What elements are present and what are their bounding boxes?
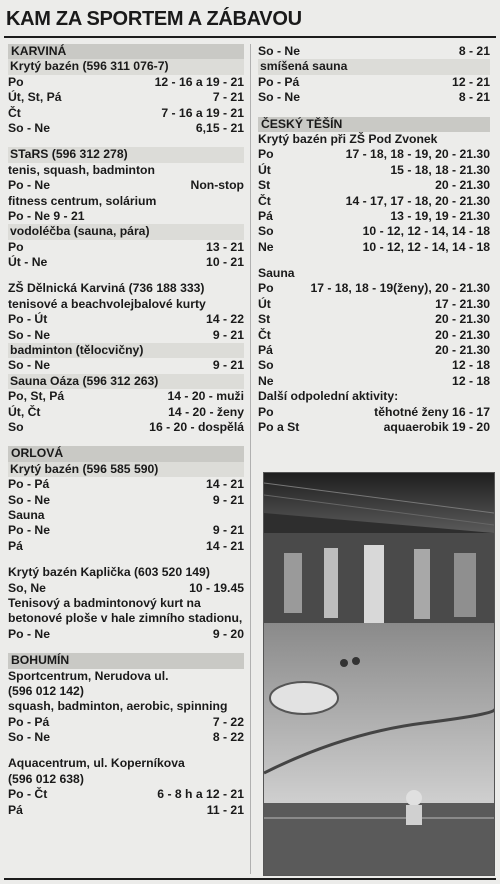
- schedule-days: So - Ne: [8, 358, 50, 373]
- schedule-row: [258, 194, 490, 209]
- schedule-row: [258, 420, 490, 435]
- schedule-hours: těhotné ženy 16 - 17: [374, 404, 490, 419]
- schedule-days: Po - Pá: [8, 714, 50, 729]
- schedule-hours: 13 - 21: [206, 239, 244, 254]
- spacer: [8, 435, 244, 446]
- schedule-row: [8, 539, 244, 554]
- schedule-row: [8, 581, 244, 596]
- schedule-hours: 8 - 22: [212, 730, 244, 745]
- schedule-days: Po: [258, 404, 274, 419]
- schedule-row: [258, 297, 490, 312]
- column-divider: [250, 44, 251, 874]
- schedule-hours: Non-stop: [190, 178, 244, 193]
- venue-heading: vodoléčba (sauna, pára): [8, 224, 244, 239]
- schedule-days: Po: [258, 281, 274, 296]
- schedule-hours: 20 - 21.30: [435, 312, 490, 327]
- schedule-hours: 10 - 12, 12 - 14, 14 - 18: [362, 239, 490, 254]
- schedule-days: Po - Út: [8, 312, 48, 327]
- schedule-days: St: [258, 312, 271, 327]
- venue-heading: Sauna Oáza (596 312 263): [8, 374, 244, 389]
- venue-heading: Krytý bazén (596 585 590): [8, 462, 244, 477]
- schedule-row: [258, 374, 490, 389]
- schedule-row: [258, 147, 490, 162]
- schedule-hours: 9 - 20: [212, 626, 244, 641]
- title-rule: [4, 36, 496, 38]
- schedule-days: So - Ne: [8, 730, 50, 745]
- section-heading: KARVINÁ: [8, 44, 244, 59]
- schedule-row: [258, 75, 490, 90]
- schedule-hours: 14 - 21: [206, 538, 244, 553]
- schedule-days: Ne: [258, 373, 274, 388]
- schedule-hours: 9 - 21: [212, 358, 244, 373]
- schedule-row: [8, 328, 244, 343]
- schedule-hours: 12 - 18: [452, 373, 490, 388]
- schedule-days: Pá: [8, 802, 23, 817]
- schedule-days: St: [258, 178, 271, 193]
- schedule-row: [8, 405, 244, 420]
- schedule-row: [8, 312, 244, 327]
- schedule-days: Po - Ne: [8, 178, 50, 193]
- schedule-row: [8, 523, 244, 538]
- info-text: fitness centrum, solárium: [8, 193, 157, 208]
- schedule-days: So - Ne: [258, 90, 300, 105]
- schedule-days: So - Ne: [8, 327, 50, 342]
- schedule-hours: 9 - 21: [212, 492, 244, 507]
- schedule-days: Po - Pá: [258, 74, 300, 89]
- schedule-row: [258, 178, 490, 193]
- info-text: squash, badminton, aerobic, spinning: [8, 699, 228, 714]
- schedule-days: So - Ne: [8, 120, 50, 135]
- schedule-hours: 14 - 21: [206, 477, 244, 492]
- schedule-hours: 7 - 22: [212, 714, 244, 729]
- schedule-days: Út - Ne: [8, 255, 48, 270]
- schedule-row: [258, 163, 490, 178]
- schedule-days: Po, St, Pá: [8, 389, 65, 404]
- schedule-days: Pá: [258, 343, 273, 358]
- left-column: [8, 44, 244, 818]
- schedule-hours: 17 - 21.30: [435, 296, 490, 311]
- schedule-hours: 13 - 19, 19 - 21.30: [390, 208, 490, 223]
- info-text: Krytý bazén Kaplička (603 520 149): [8, 565, 210, 580]
- info-text: Další odpolední aktivity:: [258, 389, 399, 404]
- info-text: Sauna: [8, 507, 45, 522]
- schedule-hours: 8 - 21: [458, 44, 490, 58]
- schedule-row: [8, 420, 244, 435]
- schedule-hours: 6,15 - 21: [195, 120, 244, 135]
- schedule-row: [258, 224, 490, 239]
- schedule-hours: 14 - 22: [206, 312, 244, 327]
- schedule-row: [258, 209, 490, 224]
- schedule-row: [8, 255, 244, 270]
- schedule-hours: 14 - 17, 17 - 18, 20 - 21.30: [345, 193, 490, 208]
- schedule-hours: 12 - 18: [452, 358, 490, 373]
- venue-description: ZŠ Dělnická Karviná (736 188 333) tenisové a beachvolejbalové kurty: [8, 281, 206, 311]
- schedule-row: [8, 730, 244, 745]
- info-text: tenis, squash, badminton: [8, 162, 155, 177]
- schedule-row: [8, 715, 244, 730]
- info-text: Sauna: [258, 266, 295, 281]
- schedule-hours: 7 - 16 a 19 - 21: [161, 105, 244, 120]
- venue-heading: STaRS (596 312 278): [8, 147, 244, 162]
- venue-heading: Krytý bazén (596 311 076-7): [8, 59, 244, 74]
- spacer: [8, 642, 244, 653]
- schedule-row: [8, 358, 244, 373]
- schedule-row: [258, 281, 490, 296]
- schedule-row: [8, 389, 244, 404]
- schedule-row: [8, 75, 244, 90]
- schedule-days: Čt: [8, 105, 21, 120]
- schedule-row: [258, 90, 490, 105]
- schedule-days: Po - Pá: [8, 477, 50, 492]
- schedule-days: Pá: [8, 538, 23, 553]
- schedule-row: [258, 44, 490, 59]
- schedule-hours: 17 - 18, 18 - 19(ženy), 20 - 21.30: [310, 281, 490, 296]
- section-heading: BOHUMÍN: [8, 653, 244, 668]
- schedule-hours: 9 - 21: [212, 523, 244, 538]
- schedule-days: Út, St, Pá: [8, 90, 62, 105]
- info-text: (596 012 638): [8, 771, 84, 786]
- schedule-hours: 9 - 21: [212, 327, 244, 342]
- schedule-hours: 7 - 21: [212, 90, 244, 105]
- venue-description: Tenisový a badmintonový kurt na betonové ploše v hale zimního stadionu,: [8, 595, 243, 626]
- page-title: KAM ZA SPORTEM A ZÁBAVOU: [6, 8, 302, 30]
- schedule-hours: 6 - 8 h a 12 - 21: [157, 787, 244, 802]
- right-column: [258, 44, 490, 435]
- schedule-hours: 12 - 21: [452, 74, 490, 89]
- info-text: (596 012 142): [8, 683, 84, 698]
- schedule-days: Pá: [258, 208, 273, 223]
- spacer: [8, 554, 244, 565]
- schedule-row: [258, 343, 490, 358]
- schedule-row: [8, 106, 244, 121]
- schedule-hours: 11 - 21: [206, 802, 244, 817]
- spacer: [8, 136, 244, 147]
- schedule-days: So - Ne: [8, 492, 50, 507]
- schedule-days: So: [258, 224, 274, 239]
- pool-photo-image: [264, 473, 494, 875]
- spacer: [8, 270, 244, 281]
- schedule-days: So - Ne: [258, 44, 300, 58]
- schedule-hours: aquaerobik 19 - 20: [383, 419, 490, 434]
- schedule-row: [258, 312, 490, 327]
- schedule-days: Po - Ne: [8, 626, 50, 641]
- spacer: [258, 106, 490, 117]
- schedule-hours: 8 - 21: [458, 90, 490, 105]
- info-text: Krytý bazén při ZŠ Pod Zvonek: [258, 131, 438, 146]
- schedule-days: Ne: [258, 239, 274, 254]
- info-text: Sportcentrum, Nerudova ul.: [8, 668, 169, 683]
- spacer: [258, 255, 490, 266]
- schedule-row: [258, 405, 490, 420]
- schedule-days: Po: [258, 147, 274, 162]
- schedule-hours: 10 - 12, 12 - 14, 14 - 18: [362, 224, 490, 239]
- schedule-hours: 20 - 21.30: [435, 343, 490, 358]
- schedule-days: Út, Čt: [8, 404, 41, 419]
- schedule-days: So, Ne: [8, 580, 46, 595]
- schedule-days: So: [8, 420, 24, 435]
- section-heading: ČESKÝ TĚŠÍN: [258, 117, 490, 132]
- schedule-row: [8, 627, 244, 642]
- schedule-hours: 16 - 20 - dospělá: [149, 420, 244, 435]
- schedule-row: [8, 240, 244, 255]
- schedule-hours: 20 - 21.30: [435, 327, 490, 342]
- info-text: Aquacentrum, ul. Koperníkova: [8, 756, 185, 771]
- spacer: [8, 745, 244, 756]
- schedule-hours: 15 - 18, 18 - 21.30: [390, 162, 490, 177]
- schedule-row: [8, 803, 244, 818]
- schedule-hours: 14 - 20 - muži: [167, 389, 244, 404]
- schedule-days: Po a St: [258, 419, 300, 434]
- schedule-hours: 20 - 21.30: [435, 178, 490, 193]
- schedule-days: Po: [8, 239, 24, 254]
- schedule-days: So: [258, 358, 274, 373]
- schedule-hours: 12 - 16 a 19 - 21: [154, 74, 244, 89]
- schedule-hours: 14 - 20 - ženy: [168, 404, 244, 419]
- schedule-row: [8, 787, 244, 802]
- schedule-row: [8, 493, 244, 508]
- schedule-days: Út: [258, 162, 271, 177]
- schedule-row: [8, 90, 244, 105]
- bottom-rule: [4, 878, 496, 880]
- info-text: Po - Ne 9 - 21: [8, 208, 85, 223]
- schedule-days: Čt: [258, 193, 271, 208]
- schedule-row: [258, 240, 490, 255]
- schedule-hours: 10 - 21: [206, 255, 244, 270]
- schedule-hours: 17 - 18, 18 - 19, 20 - 21.30: [345, 147, 490, 162]
- schedule-days: Út: [258, 296, 271, 311]
- schedule-days: Po: [8, 74, 24, 89]
- pool-photo: [263, 472, 495, 876]
- schedule-days: Po - Čt: [8, 787, 48, 802]
- schedule-row: [258, 358, 490, 373]
- schedule-days: Po - Ne: [8, 523, 50, 538]
- schedule-row: [8, 477, 244, 492]
- schedule-days: Čt: [258, 327, 271, 342]
- venue-heading: smíšená sauna: [258, 59, 490, 74]
- schedule-row: [8, 178, 244, 193]
- schedule-hours: 10 - 19.45: [189, 580, 244, 595]
- schedule-row: [8, 121, 244, 136]
- section-heading: ORLOVÁ: [8, 446, 244, 461]
- schedule-row: [258, 328, 490, 343]
- venue-heading: badminton (tělocvičny): [8, 343, 244, 358]
